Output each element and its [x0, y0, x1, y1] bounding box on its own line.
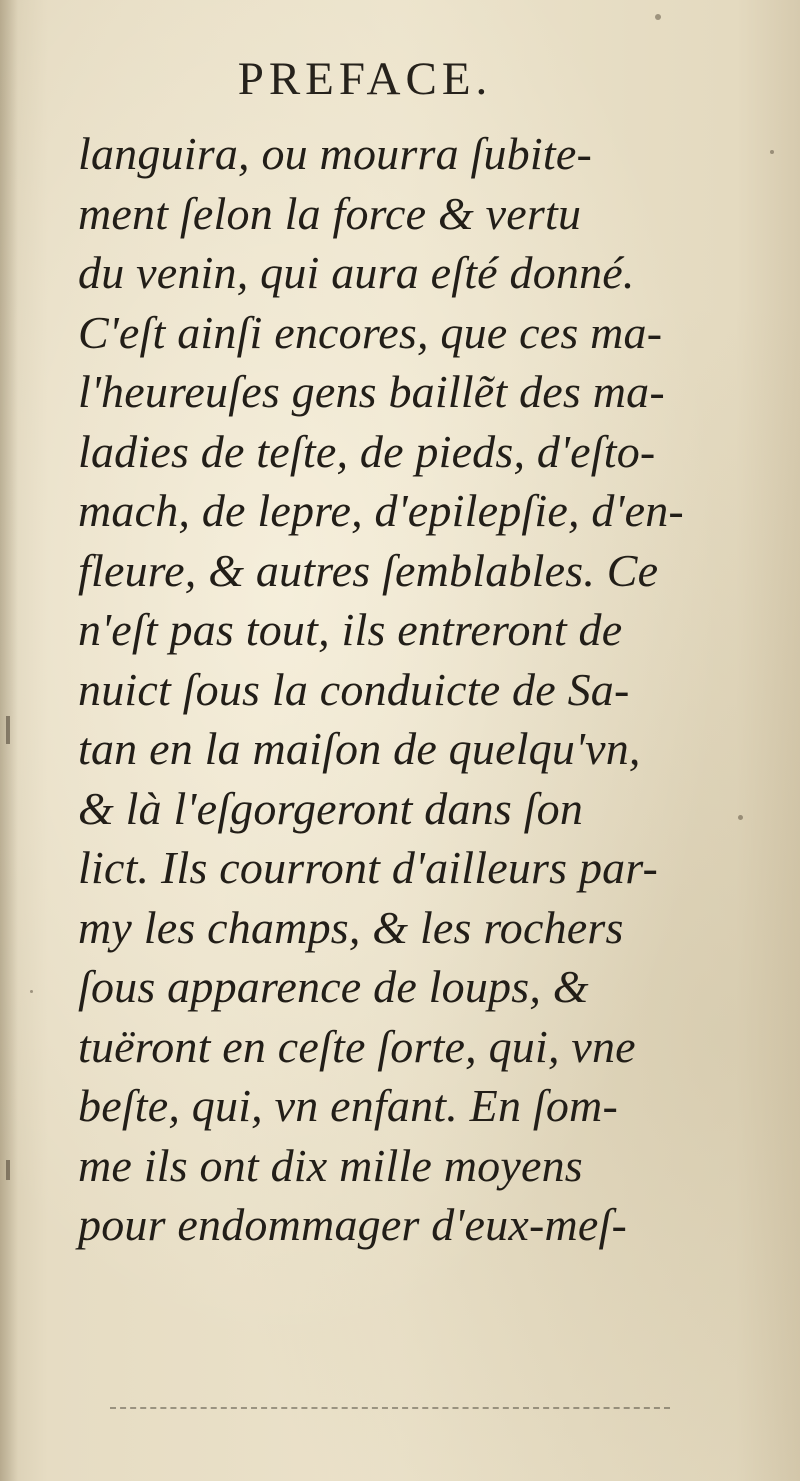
body-text	[78, 124, 718, 1255]
text-line: lict. Ils courront d'ailleurs par-	[78, 842, 659, 893]
text-line: nuict ſous la conduicte de Sa-	[78, 663, 630, 715]
margin-mark	[6, 716, 10, 744]
text-line: ladies de teſte, de pieds, d'eſto-	[78, 425, 656, 477]
ink-speck	[655, 14, 661, 20]
ink-speck	[770, 150, 774, 154]
text-line: l'heureuſes gens baillẽt des ma-	[78, 366, 665, 417]
text-line: n'eſt pas tout, ils entreront de	[78, 604, 623, 655]
text-line: mach, de lepre, d'epilepſie, d'en-	[78, 485, 684, 536]
text-line: & là l'eſgorgeront dans ſon	[78, 782, 584, 834]
text-line: me ils ont dix mille moyens	[78, 1139, 583, 1191]
text-line: C'eſt ainſi encores, que ces ma-	[78, 306, 663, 358]
text-line: languira, ou mourra ſubite-	[78, 128, 592, 179]
ink-speck	[30, 990, 33, 993]
running-header: PREFACE.	[237, 53, 493, 105]
text-line: tuëront en ceſte ſorte, qui, vne	[78, 1020, 636, 1072]
bottom-rule	[110, 1407, 670, 1409]
text-line: my les champs, & les rochers	[78, 901, 624, 953]
text-line: beſte, qui, vn enfant. En ſom-	[78, 1080, 618, 1131]
text-line: ſous apparence de loups, &	[78, 961, 589, 1012]
text-line: du venin, qui aura eſté donné.	[78, 247, 635, 298]
text-line: ment ſelon la force & vertu	[78, 187, 582, 239]
margin-mark	[6, 1160, 10, 1180]
text-line: pour endommager d'eux-meſ-	[78, 1199, 628, 1250]
text-line: fleure, & autres ſemblables. Ce	[78, 544, 659, 596]
ink-speck	[738, 815, 743, 820]
text-line: tan en la maiſon de quelqu'vn,	[78, 723, 641, 774]
